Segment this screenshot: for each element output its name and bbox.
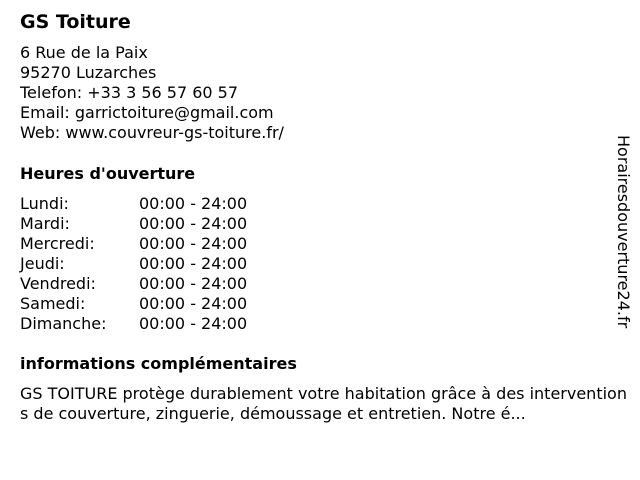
info-heading: informations complémentaires [20, 354, 297, 373]
business-name: GS Toiture [20, 11, 131, 33]
site-watermark: Horairesdouverture24.fr [614, 135, 633, 329]
time-range: 00:00 - 24:00 [139, 214, 248, 233]
address-block [20, 43, 284, 143]
day-label: Lundi: [20, 194, 69, 213]
time-range: 00:00 - 24:00 [139, 194, 248, 213]
street-address: 6 Rue de la Paix [20, 43, 148, 62]
phone-number[interactable]: Telefon: +33 3 56 57 60 57 [20, 83, 239, 102]
day-label: Dimanche: [20, 314, 107, 333]
hours-heading: Heures d'ouverture [20, 164, 196, 183]
day-label: Mardi: [20, 214, 70, 233]
time-range: 00:00 - 24:00 [139, 234, 248, 253]
email-address[interactable]: Email: garrictoiture@gmail.com [20, 103, 274, 122]
time-range: 00:00 - 24:00 [139, 274, 248, 293]
day-label: Vendredi: [20, 274, 96, 293]
website-link[interactable]: Web: www.couvreur-gs-toiture.fr/ [20, 123, 284, 142]
day-label: Jeudi: [20, 254, 65, 273]
time-range: 00:00 - 24:00 [139, 294, 248, 313]
info-description: GS TOITURE protège durablement votre habitation grâce à des interventions de couverture, zinguerie, démoussage et entretien. Notre é... [20, 384, 627, 423]
day-label: Samedi: [20, 294, 86, 313]
day-label: Mercredi: [20, 234, 95, 253]
time-range: 00:00 - 24:00 [139, 254, 248, 273]
postal-city: 95270 Luzarches [20, 63, 157, 82]
time-range: 00:00 - 24:00 [139, 314, 248, 333]
